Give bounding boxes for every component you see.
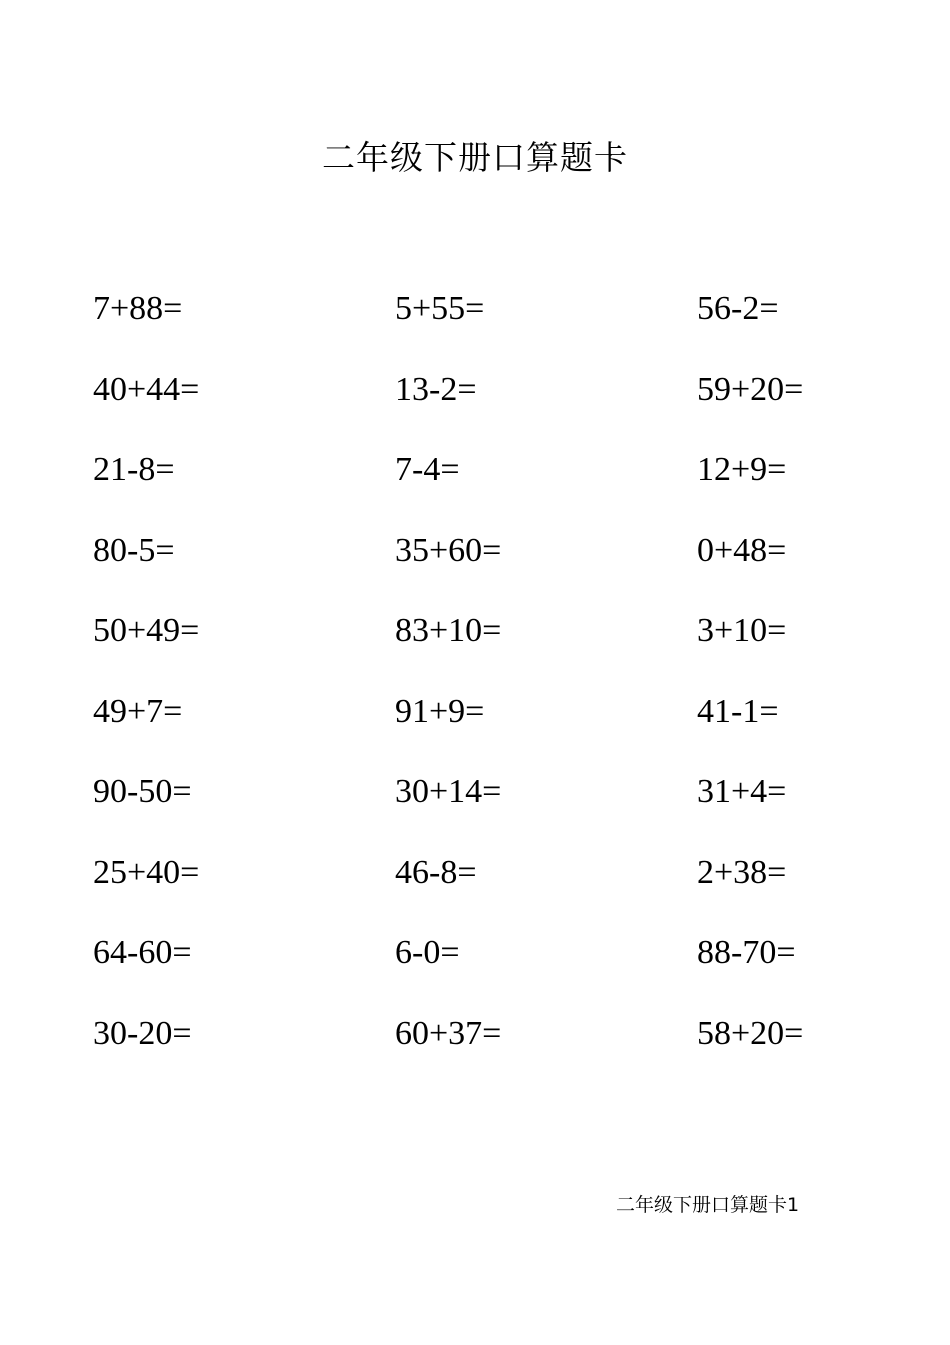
problem: 64-60=: [93, 934, 192, 971]
problem: 91+9=: [395, 692, 485, 730]
problem-grid: [93, 285, 873, 1090]
problem: 83+10=: [395, 612, 502, 649]
problem: 41-1=: [697, 692, 779, 730]
page-title: 二年级下册口算题卡: [322, 138, 628, 177]
problem: 12+9=: [697, 451, 787, 488]
problem: 7-4=: [395, 451, 460, 488]
problem: 88-70=: [697, 934, 796, 971]
problem: 49+7=: [93, 692, 183, 730]
problem: 30+14=: [395, 773, 502, 810]
problem: 6-0=: [395, 934, 460, 971]
problem: 25+40=: [93, 853, 200, 891]
problem: 30-20=: [93, 1014, 192, 1052]
problem: 21-8=: [93, 451, 175, 488]
problem: 46-8=: [395, 853, 477, 891]
page-footer: 二年级下册口算题卡1: [616, 1194, 800, 1216]
problem: 50+49=: [93, 612, 200, 649]
problem: 31+4=: [697, 773, 787, 810]
problem: 80-5=: [93, 531, 175, 569]
problem: 35+60=: [395, 531, 502, 569]
problem: 0+48=: [697, 531, 787, 569]
problem: 3+10=: [697, 612, 787, 649]
problem: 7+88=: [93, 290, 183, 327]
problem: 59+20=: [697, 370, 804, 408]
problem: 2+38=: [697, 853, 787, 891]
problem: 5+55=: [395, 290, 485, 327]
problem: 60+37=: [395, 1014, 502, 1052]
problem: 56-2=: [697, 290, 779, 327]
problem: 13-2=: [395, 370, 477, 408]
problem: 90-50=: [93, 773, 192, 810]
problem: 40+44=: [93, 370, 200, 408]
problem: 58+20=: [697, 1014, 804, 1052]
